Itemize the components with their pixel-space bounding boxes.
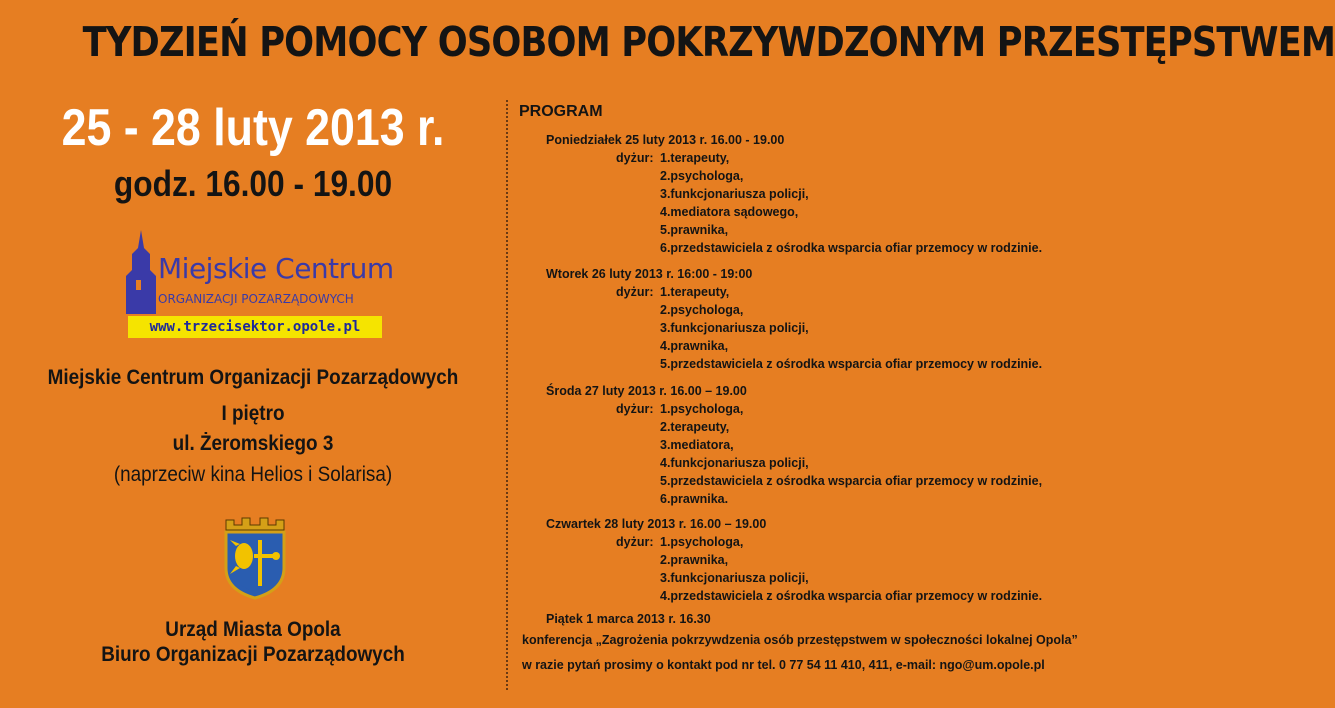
duty-item: 3.mediatora, xyxy=(660,438,734,452)
mcop-logo xyxy=(124,230,394,340)
duty-item: 1.terapeuty, xyxy=(660,151,730,165)
duty-item: 6.przedstawiciela z ośrodka wsparcia ofiar przemocy w rodzinie. xyxy=(660,241,1043,255)
duty-item: 4.funkcjonariusza policji, xyxy=(660,456,809,470)
duty-label: dyżur: xyxy=(616,285,654,299)
conference-line: konferencja „Zagrożenia pokrzywdzenia osób przestępstwem w społeczności lokalnej Opola” xyxy=(522,633,1078,647)
duty-item: 3.funkcjonariusza policji, xyxy=(660,571,809,585)
duty-item: 5.przedstawiciela z ośrodka wsparcia ofiar przemocy w rodzinie, xyxy=(660,474,1043,488)
duty-item: 1.psychologa, xyxy=(660,535,744,549)
duty-item: 6.prawnika. xyxy=(660,492,729,506)
duty-item: 1.psychologa, xyxy=(660,402,744,416)
logo-name: Miejskie Centrum xyxy=(158,252,394,285)
duty-item: 2.terapeuty, xyxy=(660,420,730,434)
day-heading: Środa 27 luty 2013 r. 16.00 – 19.00 xyxy=(546,384,747,398)
duty-label: dyżur: xyxy=(616,151,654,165)
address-note: (naprzeciw kina Helios i Solarisa) xyxy=(113,463,393,486)
program-heading: PROGRAM xyxy=(519,103,603,120)
duty-item: 3.funkcjonariusza policji, xyxy=(660,321,809,335)
poster-title: TYDZIEŃ POMOCY OSOBOM POKRZYWDZONYM PRZESTĘPSTWEM xyxy=(82,18,1335,66)
duty-item: 4.prawnika, xyxy=(660,339,729,353)
logo-url: www.trzecisektor.opole.pl xyxy=(128,316,382,338)
logo-subtitle: ORGANIZACJI POZARZĄDOWYCH xyxy=(158,292,354,306)
address-floor: I piętro xyxy=(221,402,285,425)
contact-line: w razie pytań prosimy o kontakt pod nr tel. 0 77 54 11 410, 411, e-mail: ngo@um.opole.pl xyxy=(522,658,1045,672)
day-heading: Poniedziałek 25 luty 2013 r. 16.00 - 19.00 xyxy=(546,133,785,147)
day-heading: Czwartek 28 luty 2013 r. 16.00 – 19.00 xyxy=(546,517,767,531)
day-heading: Wtorek 26 luty 2013 r. 16:00 - 19:00 xyxy=(546,267,753,281)
duty-item: 4.mediatora sądowego, xyxy=(660,205,799,219)
opole-crest-icon xyxy=(222,516,288,600)
duty-label: dyżur: xyxy=(616,402,654,416)
duty-item: 4.przedstawiciela z ośrodka wsparcia ofiar przemocy w rodzinie. xyxy=(660,589,1043,603)
event-hours: godz. 16.00 - 19.00 xyxy=(113,163,393,204)
duty-item: 5.prawnika, xyxy=(660,223,729,237)
duty-item: 5.przedstawiciela z ośrodka wsparcia ofiar przemocy w rodzinie. xyxy=(660,357,1043,371)
address-street: ul. Żeromskiego 3 xyxy=(172,432,334,455)
duty-item: 2.prawnika, xyxy=(660,553,729,567)
address-org: Miejskie Centrum Organizacji Pozarządowych xyxy=(47,366,459,389)
tower-icon xyxy=(124,230,158,314)
footer-line-2: Biuro Organizacji Pozarządowych xyxy=(101,643,405,666)
column-divider xyxy=(506,100,508,690)
duty-item: 2.psychologa, xyxy=(660,303,744,317)
duty-item: 3.funkcjonariusza policji, xyxy=(660,187,809,201)
friday-heading: Piątek 1 marca 2013 r. 16.30 xyxy=(546,612,711,626)
event-dates: 25 - 28 luty 2013 r. xyxy=(61,99,445,157)
duty-label: dyżur: xyxy=(616,535,654,549)
footer-line-1: Urząd Miasta Opola xyxy=(165,618,341,641)
duty-item: 2.psychologa, xyxy=(660,169,744,183)
duty-item: 1.terapeuty, xyxy=(660,285,730,299)
